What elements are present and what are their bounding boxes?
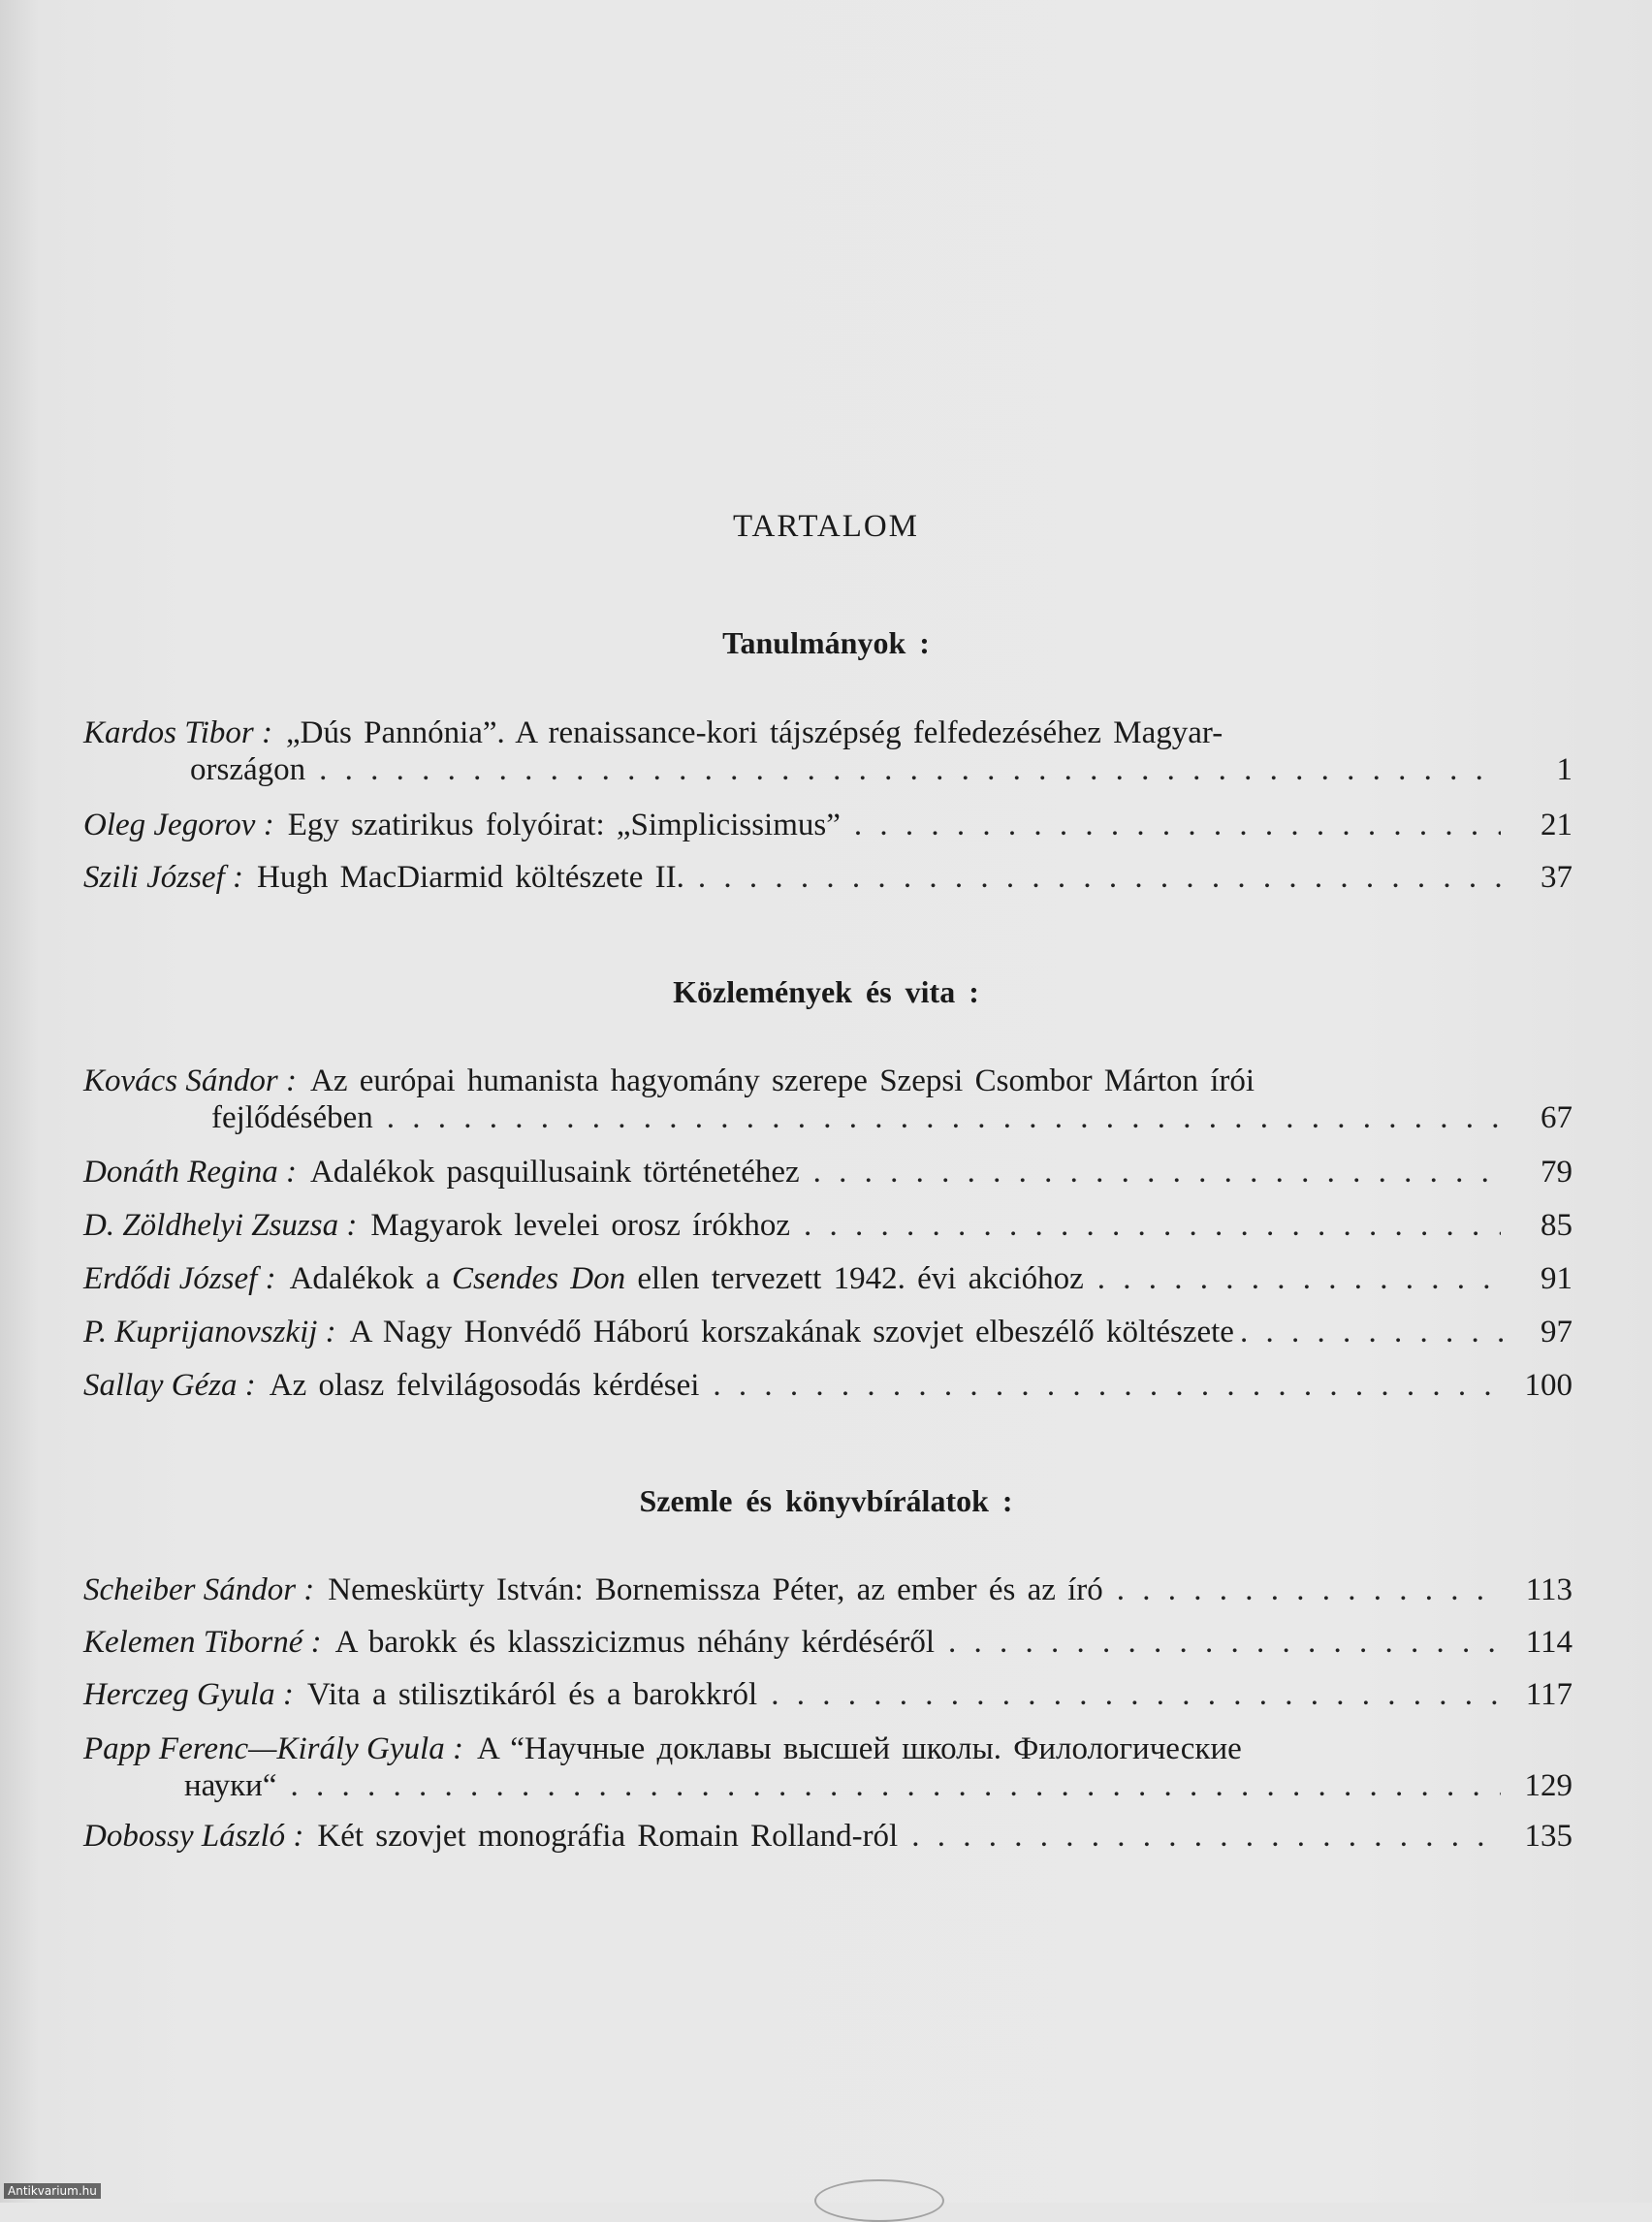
- entry-page: 91: [1541, 1261, 1573, 1296]
- toc-entry[interactable]: [83, 859, 1573, 896]
- entry-title: Az európai humanista hagyomány szerepe Szepsi Csombor Márton írói: [309, 1063, 1255, 1098]
- entry-title: A Nagy Honvédő Háború korszakának szovjet elbeszélő költészete: [349, 1315, 1234, 1349]
- toc-entry[interactable]: [83, 807, 1573, 843]
- leader-dots: [319, 751, 1501, 788]
- leader-dots: [1097, 1260, 1501, 1297]
- toc-entry[interactable]: [83, 1676, 1573, 1713]
- entry-title: Két szovjet monográfia Romain Rolland-ról: [317, 1819, 899, 1854]
- entry-page: 129: [1524, 1768, 1573, 1803]
- toc-entry[interactable]: [83, 1314, 1573, 1350]
- entry-title: Vita a stilisztikáról és a barokkról: [306, 1677, 758, 1712]
- entry-page: 37: [1541, 860, 1573, 895]
- entry-title: Az olasz felvilágosodás kérdései: [269, 1368, 700, 1403]
- toc-entry[interactable]: [83, 1624, 1573, 1661]
- page-title: TARTALOM: [732, 509, 920, 544]
- toc-entry[interactable]: [83, 1063, 1573, 1136]
- entry-author: Dobossy László :: [83, 1819, 304, 1854]
- entry-page: 21: [1541, 808, 1573, 842]
- entry-author: Kardos Tibor :: [83, 715, 273, 750]
- leader-dots: [713, 1367, 1501, 1404]
- entry-title-cont: fejlődésében: [211, 1100, 373, 1135]
- leader-dots: [290, 1767, 1501, 1804]
- toc-entry[interactable]: [83, 1154, 1573, 1190]
- entry-title: Magyarok levelei orosz írókhoz: [370, 1208, 790, 1243]
- entry-title: Nemeskürty István: Bornemissza Péter, az ember és az író: [328, 1572, 1103, 1607]
- entry-author: Oleg Jegorov :: [83, 808, 274, 842]
- toc-entry[interactable]: [83, 1818, 1573, 1855]
- entry-page: 117: [1525, 1677, 1573, 1712]
- stamp-mark: [814, 2179, 944, 2222]
- entry-page: 100: [1524, 1368, 1573, 1403]
- leader-dots: [804, 1207, 1501, 1244]
- leader-dots: [1240, 1314, 1509, 1350]
- watermark-text: Antikvarium.hu: [4, 2183, 101, 2199]
- leader-dots: [948, 1624, 1501, 1661]
- toc-entry[interactable]: [83, 1367, 1573, 1404]
- toc-entry[interactable]: [83, 714, 1573, 788]
- entry-author: Szili József :: [83, 860, 243, 895]
- leader-dots: [387, 1099, 1501, 1136]
- toc-entry[interactable]: [83, 1571, 1573, 1608]
- entry-title: [290, 1260, 1084, 1297]
- entry-page: 113: [1525, 1572, 1573, 1607]
- entry-author: Erdődi József :: [83, 1261, 276, 1296]
- toc-entry[interactable]: [83, 1207, 1573, 1244]
- entry-author: Kovács Sándor :: [83, 1063, 297, 1098]
- entry-page: 135: [1524, 1819, 1573, 1854]
- entry-page: 85: [1541, 1208, 1573, 1243]
- leader-dots: [854, 807, 1501, 843]
- entry-page: 79: [1541, 1155, 1573, 1190]
- entry-title-post: ellen tervezett 1942. évi akcióhoz: [625, 1261, 1084, 1296]
- entry-author: Sallay Géza :: [83, 1368, 256, 1403]
- entry-author: Donáth Regina :: [83, 1155, 297, 1190]
- section-heading-szemle: Szemle és könyvbírálatok :: [639, 1483, 1013, 1518]
- leader-dots: [1117, 1571, 1501, 1608]
- entry-title: „Dús Pannónia”. A renaissance-kori tájszépség felfedezéséhez Magyar-: [286, 715, 1223, 750]
- leader-dots: [813, 1154, 1501, 1190]
- entry-page: 97: [1541, 1315, 1573, 1349]
- leader-dots: [911, 1818, 1501, 1855]
- entry-title: A “Научные доклавы высшей школы. Филологические: [476, 1731, 1242, 1766]
- entry-title: Egy szatirikus folyóirat: „Simplicissimus”: [287, 808, 841, 842]
- section-heading-kozlemenyek: Közlemények és vita :: [673, 974, 979, 1009]
- toc-entry[interactable]: [83, 1730, 1573, 1804]
- entry-title-italic: Csendes Don: [452, 1261, 626, 1296]
- entry-author: P. Kuprijanovszkij :: [83, 1315, 336, 1349]
- entry-title-cont: науки“: [184, 1768, 277, 1803]
- entry-title-pre: Adalékok a: [289, 1261, 453, 1296]
- toc-entry[interactable]: [83, 1260, 1573, 1297]
- entry-page: 1: [1556, 752, 1573, 787]
- leader-dots: [771, 1676, 1501, 1713]
- entry-author: Scheiber Sándor :: [83, 1572, 315, 1607]
- entry-title-cont: országon: [190, 752, 306, 787]
- entry-author: D. Zöldhelyi Zsuzsa :: [83, 1208, 358, 1243]
- entry-title: Hugh MacDiarmid költészete II.: [256, 860, 684, 895]
- section-heading-tanulmanyok: Tanulmányok :: [722, 625, 930, 660]
- entry-title: A barokk és klasszicizmus néhány kérdéséről: [334, 1625, 936, 1660]
- entry-page: 67: [1541, 1100, 1573, 1135]
- entry-page: 114: [1525, 1625, 1573, 1660]
- entry-author: Papp Ferenc—Király Gyula :: [83, 1731, 463, 1766]
- entry-title: Adalékok pasquillusaink történetéhez: [309, 1155, 800, 1190]
- leader-dots: [698, 859, 1501, 896]
- entry-author: Herczeg Gyula :: [83, 1677, 294, 1712]
- entry-author: Kelemen Tiborné :: [83, 1625, 322, 1660]
